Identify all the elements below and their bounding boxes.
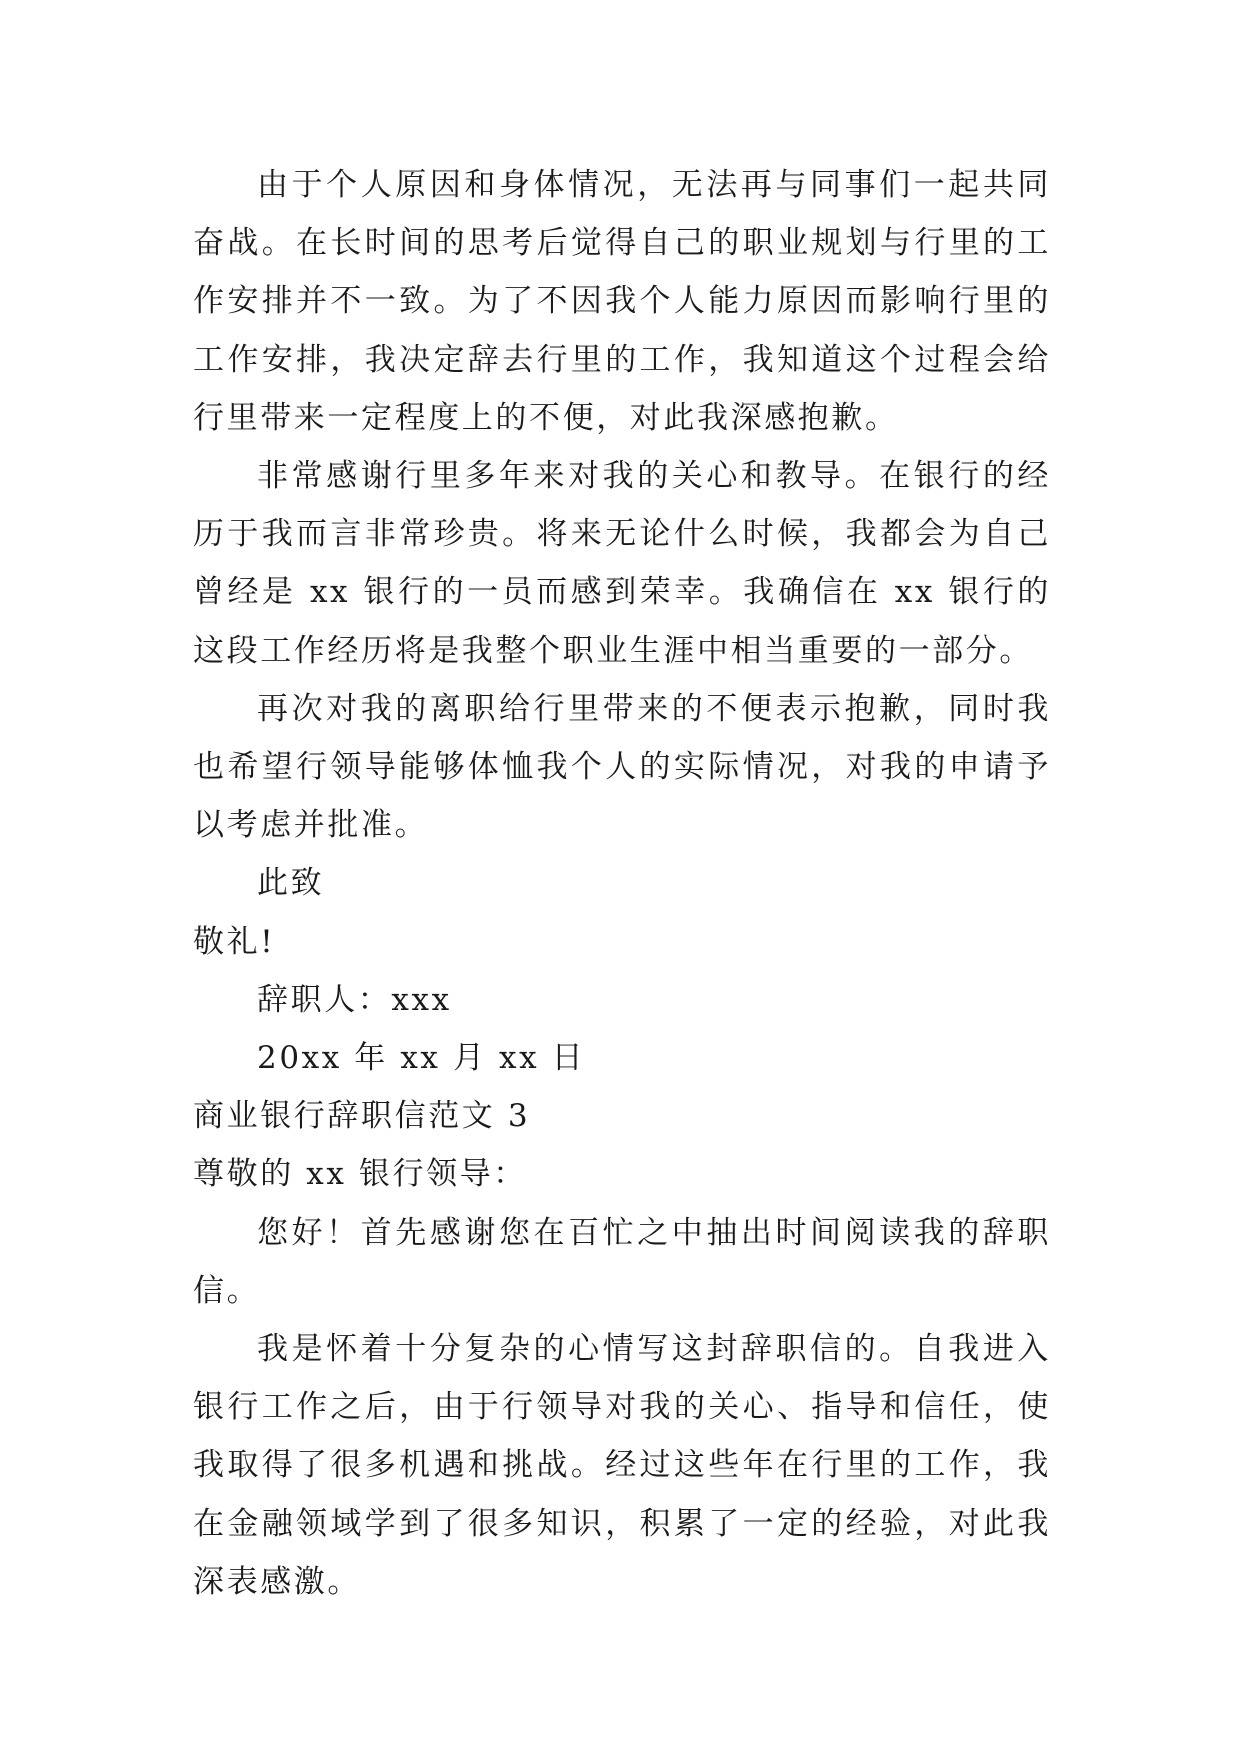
salute: 敬礼!: [193, 923, 276, 960]
date: 20xx 年 xx 月 xx 日: [257, 1040, 586, 1077]
signer: 辞职人：xxx: [257, 981, 452, 1018]
paragraph-mixed-feelings: 我是怀着十分复杂的心情写这封辞职信的。自我进入银行工作之后，由于行领导对我的关心、指导和信任，使我取得了很多机遇和挑战。经过这些年在行里的工作，我在金融领域学到了很多知识，积累了一定的经验，对此我深表感激。: [193, 1331, 1051, 1600]
paragraph-apology-request: 再次对我的离职给行里带来的不便表示抱歉，同时我也希望行领导能够体恤我个人的实际情况，对我的申请予以考虑并批准。: [193, 690, 1051, 844]
paragraph-opening-thanks: 您好！首先感谢您在百忙之中抽出时间阅读我的辞职信。: [193, 1214, 1051, 1309]
paragraph-gratitude: 非常感谢行里多年来对我的关心和教导。在银行的经历于我而言非常珍贵。将来无论什么时候，我都会为自己曾经是 xx 银行的一员而感到荣幸。我确信在 xx 银行的这段工作经历将是我整个职业生涯中相当重要的一部分。: [193, 458, 1051, 669]
paragraph-personal-reasons: 由于个人原因和身体情况，无法再与同事们一起共同奋战。在长时间的思考后觉得自己的职业规划与行里的工作安排并不一致。为了不因我个人能力原因而影响行里的工作安排，我决定辞去行里的工作，我知道这个过程会给行里带来一定程度上的不便，对此我深感抱歉。: [193, 167, 1051, 436]
letter-body: [193, 156, 1051, 1611]
section-title: 商业银行辞职信范文 3: [193, 1098, 531, 1135]
closing-phrase: 此致: [257, 865, 325, 902]
greeting: 尊敬的 xx 银行领导：: [193, 1156, 527, 1193]
